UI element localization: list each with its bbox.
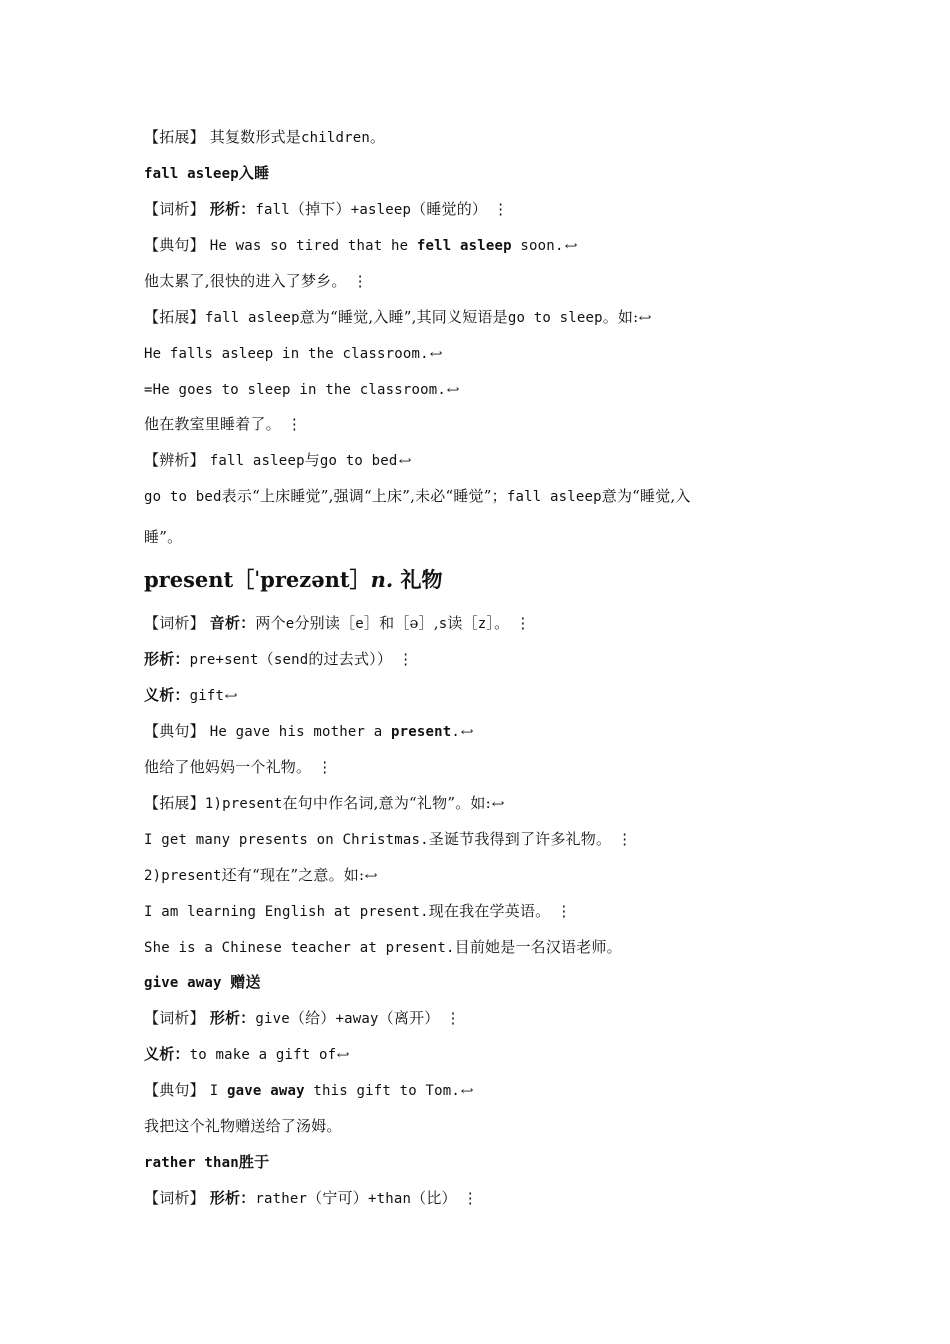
text-run: rather [255,1191,308,1207]
text-run: rather than [144,1155,239,1171]
doc-line [144,163,269,184]
text-run: 音析： [209,614,256,632]
paragraph-mark-icon: ⋮ [617,830,633,848]
text-run: He gave his mother a [209,724,391,740]
text-run: 圣诞节我得到了许多礼物。 [428,830,612,848]
text-run: 表示“上床睡觉”,强调“上床”,未必“睡觉”； [221,487,507,505]
text-run: 1)present [204,796,283,812]
text-run: fall asleep [204,310,300,326]
text-run: 胜于 [238,1153,270,1171]
text-run: 目前她是一名汉语老师。 [454,938,622,956]
text-run: fall asleep [144,166,239,182]
doc-line [144,829,632,850]
text-run: present［ˈprezənt］ [144,567,371,592]
doc-line [144,937,622,958]
text-run: 赠送 [230,973,261,991]
text-run: e [355,616,364,632]
text-run: 他给了他妈妈一个礼物。 [144,758,312,776]
text-run: She is a Chinese teacher at present. [144,940,455,956]
text-run: 形析： [209,1189,256,1207]
text-run: children [300,130,371,146]
doc-line [144,527,182,547]
paragraph-mark-icon: ⋮ [556,902,572,920]
text-run: 【辨析】 [144,451,210,469]
paragraph-mark-icon: ⋮ [286,415,303,433]
doc-line [144,450,410,471]
text-run: go to bed [144,489,222,505]
text-run: 义析： [144,686,190,704]
text-run: gave away [227,1083,305,1099]
line-break-mark-icon: ↩ [446,383,460,397]
doc-line [144,343,441,364]
doc-line [144,649,413,670]
doc-line [144,1116,342,1136]
text-run: z [477,616,487,632]
text-run: 还有“现在”之意。如: [221,866,365,884]
doc-line [144,1152,269,1173]
text-run: 【拓展】 [144,794,205,812]
text-run: （ [258,650,274,668]
text-run: 他在教室里睡着了。 [144,415,281,433]
text-run: ］。 [486,614,510,632]
text-run: to make a gift of [189,1047,337,1063]
doc-line [144,1008,461,1029]
doc-line [144,793,503,814]
text-run: fall [255,202,290,218]
text-run: 的过去式）） [308,650,393,668]
paragraph-mark-icon: ⋮ [445,1009,461,1027]
doc-line [144,1080,472,1101]
text-run: 礼物 [393,567,443,592]
doc-line [144,127,385,148]
text-run: go to sleep [507,310,603,326]
text-run: 义析： [144,1045,190,1063]
paragraph-mark-icon: ⋮ [493,200,509,218]
text-run: 意为“睡觉,入 [601,487,691,505]
text-run: =He goes to sleep in the classroom. [144,382,447,398]
paragraph-mark-icon: ⋮ [317,758,333,776]
text-run: send [273,652,309,668]
text-run: this gift to Tom. [304,1083,461,1099]
text-run: +asleep [350,202,412,218]
doc-line [144,486,691,507]
text-run: （掉下） [289,200,351,218]
text-run: 【词析】 [144,200,210,218]
text-run: 与 [304,451,320,469]
doc-line [144,1188,478,1209]
paragraph-mark-icon: ⋮ [352,272,368,290]
text-run: 。如: [602,308,639,326]
text-run: soon. [511,238,564,254]
text-run: present [390,724,452,740]
line-break-mark-icon: ↩ [364,869,379,883]
text-run: fall asleep [506,489,602,505]
text-run: （宁可） [307,1189,368,1207]
doc-line [144,685,236,706]
text-run: +away [335,1011,379,1027]
text-run: 在句中作名词,意为“礼物”。如: [282,794,491,812]
line-break-mark-icon: ↩ [460,725,474,739]
doc-line [144,721,472,742]
text-run: 【典句】 [144,722,210,740]
text-run: 睡”。 [144,528,183,546]
doc-line [144,757,332,777]
text-run: 。 [370,128,386,146]
text-run: 现在我在学英语。 [428,902,551,920]
text-run: 【典句】 [144,1081,210,1099]
text-run: give away [144,975,231,991]
text-run: 【拓展】 [144,308,205,326]
text-run: s [438,616,448,632]
text-run: gift [189,688,225,704]
doc-line [144,199,508,220]
paragraph-mark-icon: ⋮ [398,650,414,668]
text-run: He was so tired that he [209,238,417,254]
text-run: 他太累了,很快的进入了梦乡。 [144,272,347,290]
text-run: （离开） [378,1009,440,1027]
text-run: 【词析】 [144,1189,210,1207]
doc-line [144,567,443,592]
text-run: go to bed [319,453,398,469]
text-run: ］和［ə］, [363,614,439,632]
line-break-mark-icon: ↩ [491,797,505,811]
text-run: 【拓展】 其复数形式是 [144,128,301,146]
text-run: fell asleep [416,238,512,254]
text-run: 【词析】 [144,1009,210,1027]
text-run: fall asleep [209,453,305,469]
text-run: 形析： [209,200,256,218]
text-run: （睡觉的） [411,200,488,218]
doc-line [144,271,368,291]
text-run: （给） [289,1009,336,1027]
text-run: 【典句】 [144,236,210,254]
line-break-mark-icon: ↩ [224,689,238,703]
paragraph-mark-icon: ⋮ [515,614,531,632]
doc-line [144,865,377,886]
text-run: I get many presents on Christmas. [144,832,429,848]
text-run: He falls asleep in the classroom. [144,346,429,362]
doc-line [144,1044,349,1065]
text-run: I [209,1083,228,1099]
doc-line [144,414,302,434]
doc-line [144,307,651,328]
doc-line [144,972,261,993]
text-run: 我把这个礼物赠送给了汤姆。 [144,1117,342,1135]
text-run: n. [370,567,394,592]
text-run: I am learning English at present. [144,904,429,920]
doc-line [144,613,531,634]
text-run: 2)present [144,868,222,884]
line-break-mark-icon: ↩ [638,311,653,325]
text-run: 形析： [209,1009,256,1027]
doc-line [144,379,458,400]
line-break-mark-icon: ↩ [336,1048,351,1062]
doc-line [144,901,572,922]
paragraph-mark-icon: ⋮ [462,1189,478,1207]
text-run: 形析： [144,650,190,668]
text-run: 读［ [447,614,478,632]
text-run: +than [367,1191,412,1207]
text-run: 【词析】 [144,614,210,632]
text-run: . [451,724,461,740]
line-break-mark-icon: ↩ [564,239,578,253]
text-run: give [255,1011,290,1027]
text-run: 分别读［ [294,614,356,632]
line-break-mark-icon: ↩ [460,1084,474,1098]
text-run: pre+sent [189,652,259,668]
text-run: 意为“睡觉,入睡”,其同义短语是 [299,308,508,326]
text-run: 入睡 [238,164,270,182]
text-run: 两个 [255,614,286,632]
text-run: e [285,616,295,632]
text-run: （比） [411,1189,457,1207]
line-break-mark-icon: ↩ [398,454,412,468]
doc-line [144,235,576,256]
line-break-mark-icon: ↩ [429,347,443,361]
